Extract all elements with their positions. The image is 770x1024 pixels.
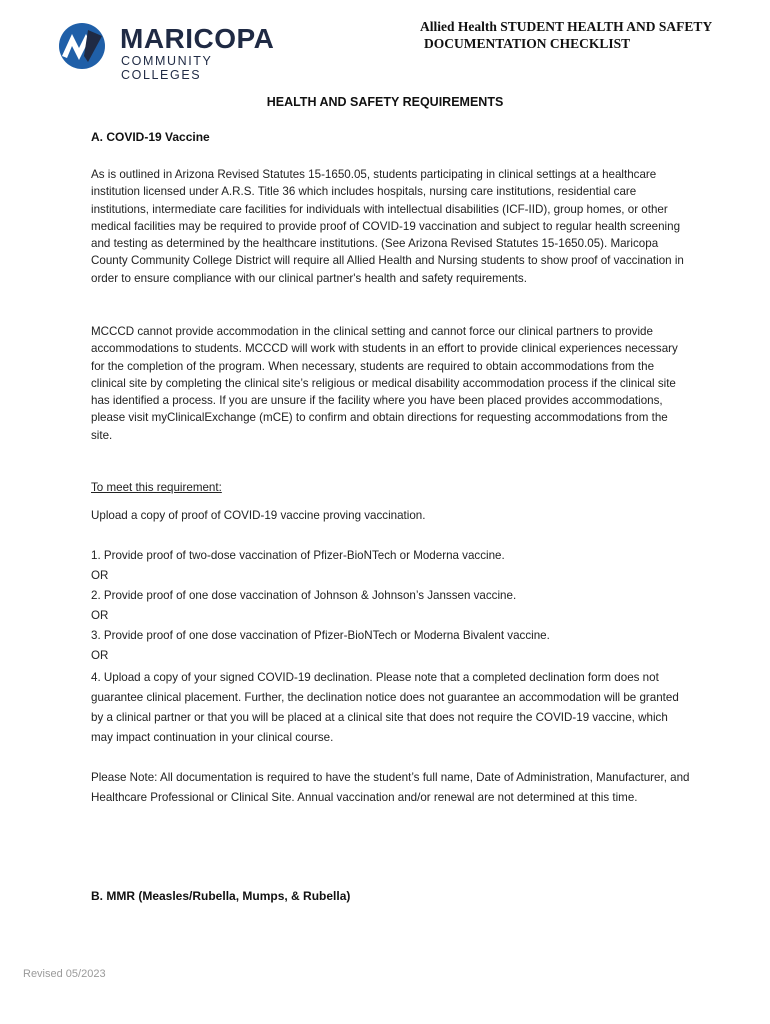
- section-a-paragraph2: MCCCD cannot provide accommodation in the clinical setting and cannot force our clinical partners to provide accommodations to students. MCCCD will work with students in an effort to provide clinical experiences necessary for the completion of the program. When necessary, students are required to obtain accommodations from the clinical site by completing the clinical site’s religious or medical disability accommodation process if the clinical site has identified a process. If you are unsure if the facility where you have been placed provides accommodations, please visit myClinicalExchange (mCE) to confirm and obtain directions for requesting accommodations from the site.: [91, 325, 678, 442]
- option-3: 3. Provide proof of one dose vaccination of Pfizer-BioNTech or Moderna Bivalent vaccine.: [91, 629, 550, 642]
- option-2: 2. Provide proof of one dose vaccination of Johnson & Johnson’s Janssen vaccine.: [91, 589, 517, 602]
- header-title-line1: Allied Health STUDENT HEALTH AND SAFETY: [420, 19, 713, 34]
- upload-instruction: Upload a copy of proof of COVID-19 vaccine proving vaccination.: [91, 509, 426, 522]
- section-a-paragraph1: As is outlined in Arizona Revised Statutes 15-1650.05, students participating in clinical settings at a healthcare institution licensed under A.R.S. Title 36 which includes hospitals, nursing care institutions, residential care institutions, intermediate care facilities for individuals with intellectual disabilities (ICF-IID), group homes, or other medical facilities may be required to provide proof of COVID-19 vaccination and subject to regular health screening and testing as determined by the healthcare institutions. (See Arizona Revised Statutes 15-1650.05). Maricopa County Community College District will require all Allied Health and Nursing students to show proof of vaccination in order to ensure compliance with our clinical partner's health and safety requirements.: [91, 168, 684, 285]
- logo-name: MARICOPA: [120, 23, 275, 54]
- maricopa-emblem-icon: [58, 22, 106, 70]
- option-4: 4. Upload a copy of your signed COVID-19 declination. Please note that a completed declination form does not guarantee clinical placement. Further, the declination notice does not guarantee an accommodation will be granted by a clinical partner or that you will be placed at a clinical site that does not require the COVID-19 vaccine, which may impact continuation in your clinical course.: [91, 671, 679, 744]
- header-title: [420, 18, 750, 52]
- please-note: Please Note: All documentation is required to have the student’s full name, Date of Administration, Manufacturer, and Healthcare Professional or Clinical Site. Annual vaccination and/or renewal are not determined at this time.: [91, 771, 690, 804]
- maricopa-logo: [58, 22, 288, 82]
- or-separator-2: OR: [91, 609, 109, 622]
- section-b-heading: B. MMR (Measles/Rubella, Mumps, & Rubella): [91, 889, 351, 903]
- header-title-line2: DOCUMENTATION CHECKLIST: [424, 36, 631, 51]
- section-a-heading: A. COVID-19 Vaccine: [91, 130, 210, 144]
- option-1: 1. Provide proof of two-dose vaccination of Pfizer-BioNTech or Moderna vaccine.: [91, 549, 505, 562]
- or-separator-3: OR: [91, 649, 109, 662]
- revision-footer: Revised 05/2023: [23, 968, 106, 980]
- requirement-label: To meet this requirement:: [91, 481, 222, 494]
- page-title: HEALTH AND SAFETY REQUIREMENTS: [266, 95, 504, 109]
- logo-subtitle: COMMUNITY COLLEGES: [121, 54, 213, 82]
- or-separator-1: OR: [91, 569, 109, 582]
